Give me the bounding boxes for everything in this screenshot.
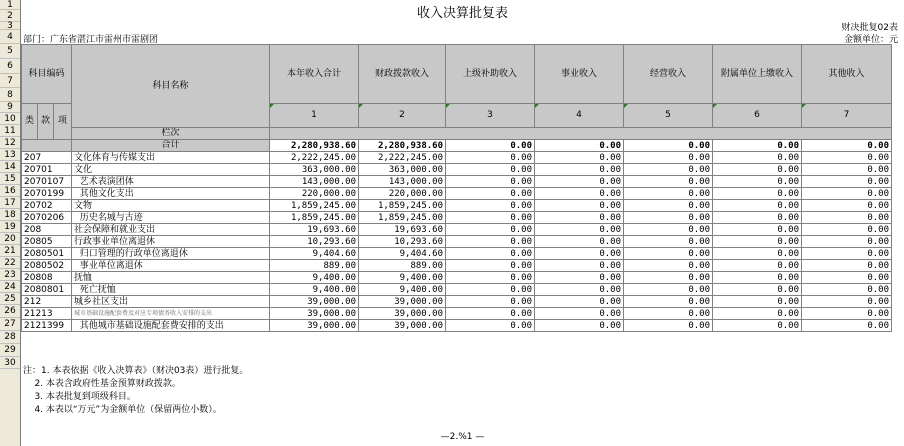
amount-cell[interactable]: 9,404.60: [270, 248, 359, 260]
row-number[interactable]: 10: [0, 113, 20, 125]
header-lei: 类: [22, 104, 38, 140]
row-number[interactable]: 18: [0, 209, 20, 221]
amount-cell[interactable]: 19,693.60: [270, 224, 359, 236]
amount-cell[interactable]: 1,859,245.00: [270, 212, 359, 224]
amount-cell[interactable]: 0.00: [535, 320, 624, 332]
amount-cell[interactable]: 2,222,245.00: [270, 152, 359, 164]
table-row: [22, 224, 892, 236]
amount-cell[interactable]: 220,000.00: [359, 188, 446, 200]
amount-cell[interactable]: 0.00: [535, 284, 624, 296]
amount-cell[interactable]: 0.00: [535, 236, 624, 248]
amount-cell[interactable]: 0.00: [446, 176, 535, 188]
footnote: 3. 本表批复到项级科目。: [23, 392, 136, 402]
amount-cell[interactable]: 9,400.00: [359, 272, 446, 284]
unit-label: 金额单位：元: [843, 35, 898, 45]
amount-cell[interactable]: 0.00: [802, 152, 892, 164]
amount-cell[interactable]: 0.00: [802, 308, 892, 320]
subject-code[interactable]: 212: [22, 296, 72, 308]
subject-code[interactable]: 2121399: [22, 320, 72, 332]
subject-name[interactable]: 城乡社区支出: [72, 296, 270, 308]
amount-cell[interactable]: 0.00: [535, 224, 624, 236]
subject-name[interactable]: 文物: [72, 200, 270, 212]
row-number[interactable]: 21: [0, 245, 20, 257]
amount-cell[interactable]: 0.00: [535, 296, 624, 308]
header-name: 科目名称: [72, 45, 270, 128]
amount-cell[interactable]: 10,293.60: [359, 236, 446, 248]
subject-name[interactable]: 行政事业单位离退休: [72, 236, 270, 248]
amount-cell[interactable]: 220,000.00: [270, 188, 359, 200]
table-row: [22, 188, 892, 200]
row-number[interactable]: 28: [0, 331, 20, 344]
total-value: 2,280,938.60: [359, 140, 446, 152]
amount-cell[interactable]: 9,404.60: [359, 248, 446, 260]
amount-cell[interactable]: 0.00: [713, 176, 802, 188]
header-fiscal: 财政拨款收入: [359, 45, 446, 104]
amount-cell[interactable]: 0.00: [624, 248, 713, 260]
amount-cell[interactable]: 39,000.00: [359, 320, 446, 332]
table-row: [22, 200, 892, 212]
amount-cell[interactable]: 0.00: [624, 284, 713, 296]
subject-code[interactable]: 2080502: [22, 260, 72, 272]
amount-cell[interactable]: 0.00: [535, 272, 624, 284]
amount-cell[interactable]: 0.00: [446, 200, 535, 212]
table-row: [22, 164, 892, 176]
subject-code[interactable]: 2070107: [22, 176, 72, 188]
amount-cell[interactable]: 0.00: [535, 188, 624, 200]
subject-name[interactable]: 城市基础设施配套费及对应专项债务收入安排的支出: [72, 308, 270, 320]
amount-cell[interactable]: 0.00: [713, 164, 802, 176]
table-row: [22, 260, 892, 272]
subject-code[interactable]: 2070206: [22, 212, 72, 224]
row-number[interactable]: 8: [0, 88, 20, 102]
subject-code[interactable]: 20701: [22, 164, 72, 176]
amount-cell[interactable]: 0.00: [802, 248, 892, 260]
row-number[interactable]: 29: [0, 344, 20, 357]
amount-cell[interactable]: 0.00: [446, 260, 535, 272]
amount-cell[interactable]: 0.00: [535, 152, 624, 164]
amount-cell[interactable]: 9,400.00: [359, 284, 446, 296]
total-value: 0.00: [535, 140, 624, 152]
amount-cell[interactable]: 0.00: [624, 236, 713, 248]
amount-cell[interactable]: 0.00: [713, 260, 802, 272]
amount-cell[interactable]: 0.00: [713, 284, 802, 296]
table-row: [22, 308, 892, 320]
amount-cell[interactable]: 0.00: [713, 224, 802, 236]
amount-cell[interactable]: 0.00: [535, 176, 624, 188]
column-order-label: 栏次: [72, 128, 270, 140]
amount-cell[interactable]: 0.00: [446, 164, 535, 176]
income-table: [21, 44, 892, 332]
amount-cell[interactable]: 0.00: [535, 164, 624, 176]
table-row: [22, 248, 892, 260]
row-number[interactable]: 15: [0, 173, 20, 185]
amount-cell[interactable]: 39,000.00: [359, 308, 446, 320]
amount-cell[interactable]: 889.00: [359, 260, 446, 272]
amount-cell[interactable]: 363,000.00: [359, 164, 446, 176]
amount-cell[interactable]: 0.00: [713, 152, 802, 164]
amount-cell[interactable]: 1,859,245.00: [359, 200, 446, 212]
table-row: [22, 236, 892, 248]
row-number[interactable]: 20: [0, 233, 20, 245]
amount-cell[interactable]: 0.00: [446, 272, 535, 284]
row-number[interactable]: 9: [0, 102, 20, 113]
subject-name[interactable]: 其他城市基础设施配套费安排的支出: [72, 320, 270, 332]
amount-cell[interactable]: 0.00: [802, 200, 892, 212]
subject-code[interactable]: 208: [22, 224, 72, 236]
amount-cell[interactable]: 143,000.00: [270, 176, 359, 188]
amount-cell[interactable]: 0.00: [446, 248, 535, 260]
amount-cell[interactable]: 0.00: [535, 308, 624, 320]
amount-cell[interactable]: 363,000.00: [270, 164, 359, 176]
amount-cell[interactable]: 1,859,245.00: [270, 200, 359, 212]
amount-cell[interactable]: 0.00: [713, 212, 802, 224]
spreadsheet: [21, 0, 904, 446]
amount-cell[interactable]: 0.00: [713, 296, 802, 308]
amount-cell[interactable]: 10,293.60: [270, 236, 359, 248]
row-header-column: [0, 0, 21, 446]
row-number[interactable]: 3: [0, 22, 20, 30]
amount-cell[interactable]: 39,000.00: [359, 296, 446, 308]
row-number[interactable]: 2: [0, 10, 20, 22]
total-value: 0.00: [713, 140, 802, 152]
subject-code[interactable]: 2080501: [22, 248, 72, 260]
amount-cell[interactable]: 0.00: [713, 248, 802, 260]
subject-code[interactable]: 20702: [22, 200, 72, 212]
amount-cell[interactable]: 0.00: [713, 272, 802, 284]
amount-cell[interactable]: 0.00: [624, 308, 713, 320]
header-upper: 上级补助收入: [446, 45, 535, 104]
amount-cell[interactable]: 0.00: [802, 320, 892, 332]
amount-cell[interactable]: 0.00: [624, 212, 713, 224]
row-number[interactable]: 4: [0, 30, 20, 44]
header-code: 科目编码: [22, 45, 72, 104]
row-number[interactable]: 24: [0, 281, 20, 293]
header-affiliated: 附属单位上缴收入: [713, 45, 802, 104]
row-number[interactable]: 27: [0, 318, 20, 331]
total-label: 合计: [72, 140, 270, 152]
amount-cell[interactable]: 0.00: [624, 320, 713, 332]
subject-name[interactable]: 其他文化支出: [72, 188, 270, 200]
amount-cell[interactable]: 0.00: [535, 212, 624, 224]
amount-cell[interactable]: 0.00: [446, 236, 535, 248]
row-number[interactable]: 12: [0, 137, 20, 149]
col-num-7: 7: [802, 104, 892, 128]
amount-cell[interactable]: 0.00: [802, 284, 892, 296]
amount-cell[interactable]: 9,400.00: [270, 284, 359, 296]
amount-cell[interactable]: 0.00: [446, 296, 535, 308]
report-title: 收入决算批复表: [416, 6, 508, 21]
header-kuan: 款: [38, 104, 54, 140]
amount-cell[interactable]: 1,859,245.00: [359, 212, 446, 224]
amount-cell[interactable]: 0.00: [713, 200, 802, 212]
total-row: [22, 140, 892, 152]
amount-cell[interactable]: 0.00: [802, 176, 892, 188]
header-xiang: 项: [54, 104, 72, 140]
header-other: 其他收入: [802, 45, 892, 104]
subject-code[interactable]: 21213: [22, 308, 72, 320]
col-num-5: 5: [624, 104, 713, 128]
amount-cell[interactable]: 0.00: [624, 260, 713, 272]
table-row: [22, 272, 892, 284]
subject-code[interactable]: 20805: [22, 236, 72, 248]
row-number[interactable]: 25: [0, 293, 20, 305]
subject-name[interactable]: 历史名城与古迹: [72, 212, 270, 224]
col-num-6: 6: [713, 104, 802, 128]
amount-cell[interactable]: 0.00: [624, 272, 713, 284]
row-number[interactable]: 5: [0, 44, 20, 59]
col-num-2: 2: [359, 104, 446, 128]
amount-cell[interactable]: 0.00: [535, 260, 624, 272]
amount-cell[interactable]: 0.00: [446, 152, 535, 164]
department-label: 部门：广东省湛江市雷州市雷剧团: [23, 35, 159, 45]
row-number[interactable]: 13: [0, 149, 20, 161]
col-num-1: 1: [270, 104, 359, 128]
amount-cell[interactable]: 0.00: [802, 260, 892, 272]
amount-cell[interactable]: 39,000.00: [270, 320, 359, 332]
subject-code[interactable]: 207: [22, 152, 72, 164]
subject-name[interactable]: 抚恤: [72, 272, 270, 284]
amount-cell[interactable]: 0.00: [624, 176, 713, 188]
amount-cell[interactable]: 0.00: [535, 248, 624, 260]
subject-name[interactable]: 事业单位离退休: [72, 260, 270, 272]
col-num-4: 4: [535, 104, 624, 128]
amount-cell[interactable]: 0.00: [446, 224, 535, 236]
row-number[interactable]: 22: [0, 257, 20, 269]
amount-cell[interactable]: 19,693.60: [359, 224, 446, 236]
row-number[interactable]: 7: [0, 74, 20, 88]
total-value: 2,280,938.60: [270, 140, 359, 152]
amount-cell[interactable]: 0.00: [802, 224, 892, 236]
amount-cell[interactable]: 0.00: [713, 308, 802, 320]
table-row: [22, 284, 892, 296]
amount-cell[interactable]: 0.00: [446, 308, 535, 320]
amount-cell[interactable]: 143,000.00: [359, 176, 446, 188]
amount-cell[interactable]: 0.00: [535, 200, 624, 212]
subject-code[interactable]: 2080801: [22, 284, 72, 296]
amount-cell[interactable]: 0.00: [802, 164, 892, 176]
table-row: [22, 296, 892, 308]
row-number[interactable]: 16: [0, 185, 20, 197]
total-value: 0.00: [802, 140, 892, 152]
amount-cell[interactable]: 2,222,245.00: [359, 152, 446, 164]
header-operating: 经营收入: [624, 45, 713, 104]
amount-cell[interactable]: 0.00: [802, 188, 892, 200]
row-number[interactable]: 11: [0, 125, 20, 137]
subject-name[interactable]: 社会保障和就业支出: [72, 224, 270, 236]
footnote: 4. 本表以“万元”为金额单位（保留两位小数）。: [23, 405, 222, 415]
footnote: 注：1. 本表依据《收入决算表》（财决03表）进行批复。: [23, 366, 249, 376]
amount-cell[interactable]: 0.00: [446, 212, 535, 224]
amount-cell[interactable]: 0.00: [624, 224, 713, 236]
amount-cell[interactable]: 0.00: [446, 320, 535, 332]
subject-name[interactable]: 艺术表演团体: [72, 176, 270, 188]
subject-code[interactable]: 2070199: [22, 188, 72, 200]
row-number[interactable]: 1: [0, 0, 20, 10]
amount-cell[interactable]: 39,000.00: [270, 308, 359, 320]
amount-cell[interactable]: 39,000.00: [270, 296, 359, 308]
row-number[interactable]: 19: [0, 221, 20, 233]
amount-cell[interactable]: 9,400.00: [270, 272, 359, 284]
amount-cell[interactable]: 0.00: [802, 272, 892, 284]
header-business: 事业收入: [535, 45, 624, 104]
amount-cell[interactable]: 0.00: [713, 188, 802, 200]
subject-name[interactable]: 文化: [72, 164, 270, 176]
amount-cell[interactable]: 0.00: [713, 236, 802, 248]
amount-cell[interactable]: 0.00: [713, 320, 802, 332]
table-row: [22, 152, 892, 164]
subject-name[interactable]: 归口管理的行政单位离退休: [72, 248, 270, 260]
subject-name[interactable]: 文化体育与传媒支出: [72, 152, 270, 164]
amount-cell[interactable]: 0.00: [446, 188, 535, 200]
table-row: [22, 212, 892, 224]
table-row: [22, 176, 892, 188]
amount-cell[interactable]: 0.00: [802, 296, 892, 308]
row-number[interactable]: 6: [0, 59, 20, 74]
row-number[interactable]: 14: [0, 161, 20, 173]
table-row: [22, 320, 892, 332]
row-number[interactable]: 17: [0, 197, 20, 209]
amount-cell[interactable]: 0.00: [624, 164, 713, 176]
header-total: 本年收入合计: [270, 45, 359, 104]
footnote: 2. 本表含政府性基金预算财政拨款。: [23, 379, 181, 389]
row-number[interactable]: 30: [0, 357, 20, 369]
amount-cell[interactable]: 0.00: [802, 236, 892, 248]
total-value: 0.00: [624, 140, 713, 152]
amount-cell[interactable]: 889.00: [270, 260, 359, 272]
row-number[interactable]: 23: [0, 269, 20, 281]
amount-cell[interactable]: 0.00: [624, 200, 713, 212]
subject-code[interactable]: 20808: [22, 272, 72, 284]
col-num-3: 3: [446, 104, 535, 128]
total-value: 0.00: [446, 140, 535, 152]
page-footer: —2.%1 —: [440, 432, 485, 442]
amount-cell[interactable]: 0.00: [624, 296, 713, 308]
amount-cell[interactable]: 0.00: [802, 212, 892, 224]
subject-name[interactable]: 死亡抚恤: [72, 284, 270, 296]
amount-cell[interactable]: 0.00: [624, 188, 713, 200]
amount-cell[interactable]: 0.00: [624, 152, 713, 164]
amount-cell[interactable]: 0.00: [446, 284, 535, 296]
row-number[interactable]: 26: [0, 305, 20, 318]
form-code: 财决批复02表: [841, 23, 898, 33]
